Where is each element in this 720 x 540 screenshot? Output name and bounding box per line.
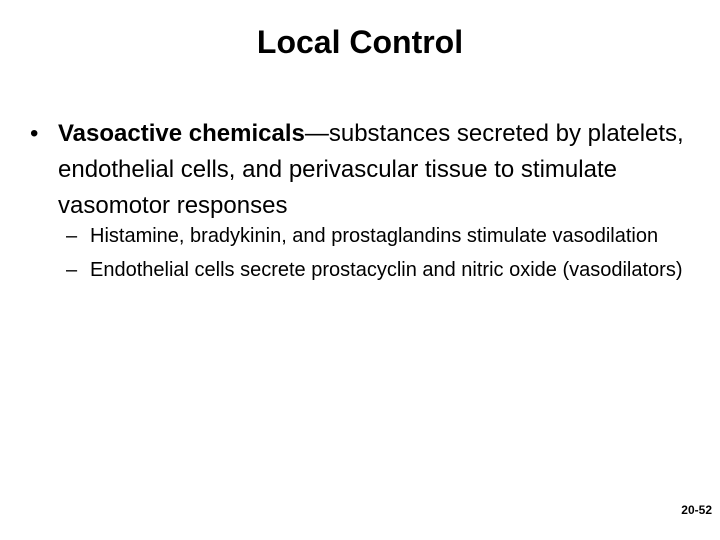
sub-bullet-marker: – [66,225,78,247]
sub-bullet-list [66,224,686,292]
bullet-term: Vasoactive chemicals [58,120,305,147]
slide-title: Local Control [256,24,464,60]
sub-bullet-item [66,258,686,282]
bullet-definition: —substances secreted by platelets, endothelial cells, and perivascular tissue to stimulate vasomotor responses [58,120,684,219]
sub-bullet-marker: – [66,259,78,281]
sub-bullet-text: Endothelial cells secrete prostacyclin and nitric oxide (vasodilators) [90,259,683,281]
bullet-marker: • [30,120,39,147]
slide-number: 20-52 [681,503,712,517]
sub-bullet-text: Histamine, bradykinin, and prostaglandins stimulate vasodilation [90,225,659,247]
sub-bullet-item [66,224,686,248]
main-bullet [30,116,690,224]
bullet-text [58,116,690,224]
